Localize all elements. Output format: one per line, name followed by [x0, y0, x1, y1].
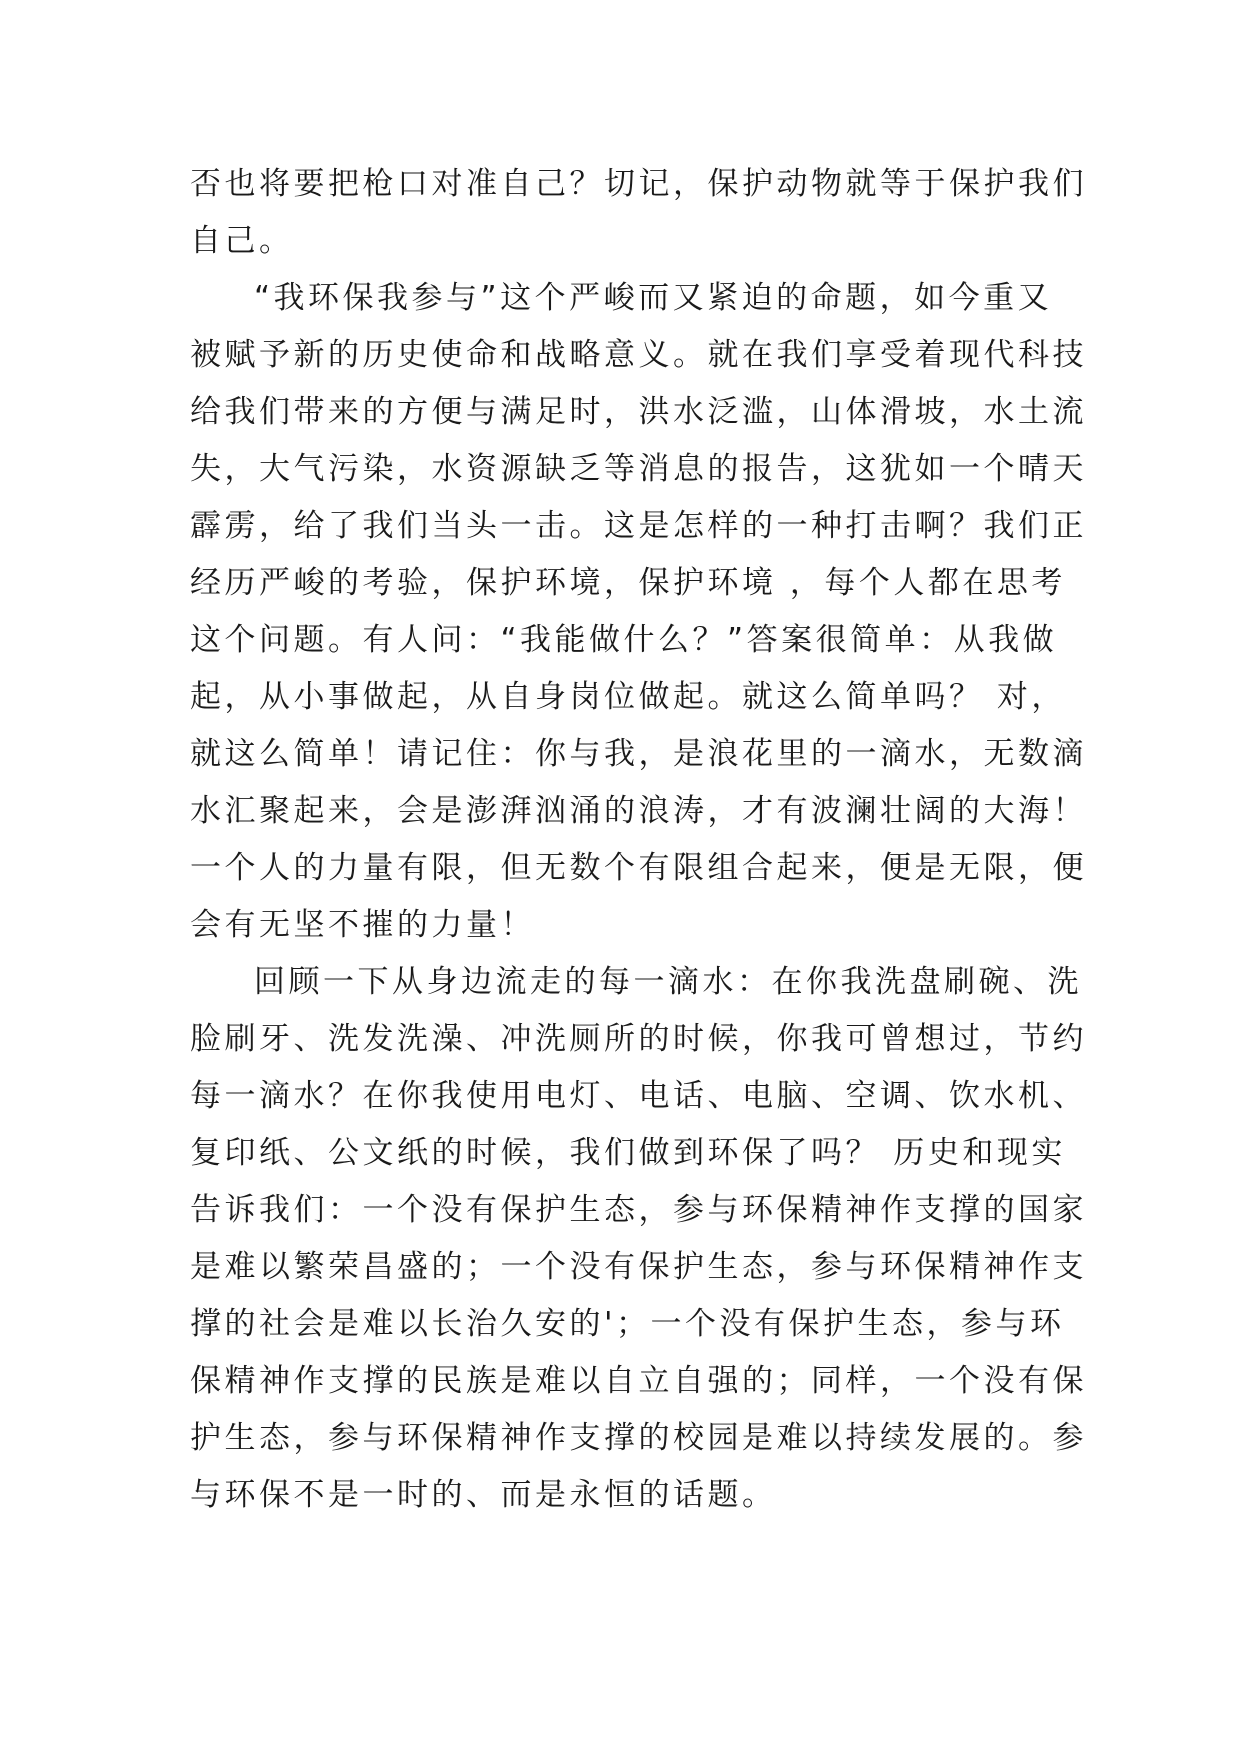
text-line: 告诉我们：一个没有保护生态，参与环保精神作支撑的国家	[190, 1192, 1087, 1228]
text-line: 保精神作支撑的民族是难以自立自强的；同样，一个没有保	[190, 1363, 1087, 1399]
text-line: 否也将要把枪口对准自己？切记，保护动物就等于保护我们	[190, 166, 1087, 202]
text-line: 护生态，参与环保精神作支撑的校园是难以持续发展的。参	[190, 1420, 1087, 1456]
paragraph-start-line: 回顾一下从身边流走的每一滴水：在你我洗盘刷碗、洗	[254, 964, 1082, 1000]
text-line: 经历严峻的考验，保护环境，保护环境 ，每个人都在思考	[190, 565, 1066, 601]
text-line: 会有无坚不摧的力量！	[190, 907, 535, 943]
text-line: 是难以繁荣昌盛的；一个没有保护生态，参与环保精神作支	[190, 1249, 1087, 1285]
text-line: 被赋予新的历史使命和战略意义。就在我们享受着现代科技	[190, 337, 1087, 373]
text-line: 给我们带来的方便与满足时，洪水泛滥，山体滑坡，水土流	[190, 394, 1087, 430]
text-line: 自己。	[190, 223, 294, 259]
text-line: 撑的社会是难以长治久安的'；一个没有保护生态，参与环	[190, 1306, 1065, 1342]
text-line: 这个问题。有人问：“我能做什么？”答案很简单：从我做	[190, 622, 1058, 658]
text-line: 就这么简单！请记住：你与我，是浪花里的一滴水，无数滴	[190, 736, 1087, 772]
text-line: 复印纸、公文纸的时候，我们做到环保了吗？ 历史和现实	[190, 1135, 1066, 1171]
text-line: 每一滴水？在你我使用电灯、电话、电脑、空调、饮水机、	[190, 1078, 1087, 1114]
text-line: 与环保不是一时的、而是永恒的话题。	[190, 1477, 777, 1513]
text-line: 霹雳，给了我们当头一击。这是怎样的一种打击啊？我们正	[190, 508, 1087, 544]
text-line: 水汇聚起来，会是澎湃汹涌的浪涛，才有波澜壮阔的大海！	[190, 793, 1087, 829]
text-line: 起，从小事做起，从自身岗位做起。就这么简单吗？ 对，	[190, 679, 1066, 715]
text-line: 失，大气污染，水资源缺乏等消息的报告，这犹如一个晴天	[190, 451, 1087, 487]
text-line: 脸刷牙、洗发洗澡、冲洗厕所的时候，你我可曾想过，节约	[190, 1021, 1087, 1057]
text-line: 一个人的力量有限，但无数个有限组合起来，便是无限，便	[190, 850, 1087, 886]
paragraph-start-line: “我环保我参与”这个严峻而又紧迫的命题，如今重又	[254, 280, 1053, 316]
